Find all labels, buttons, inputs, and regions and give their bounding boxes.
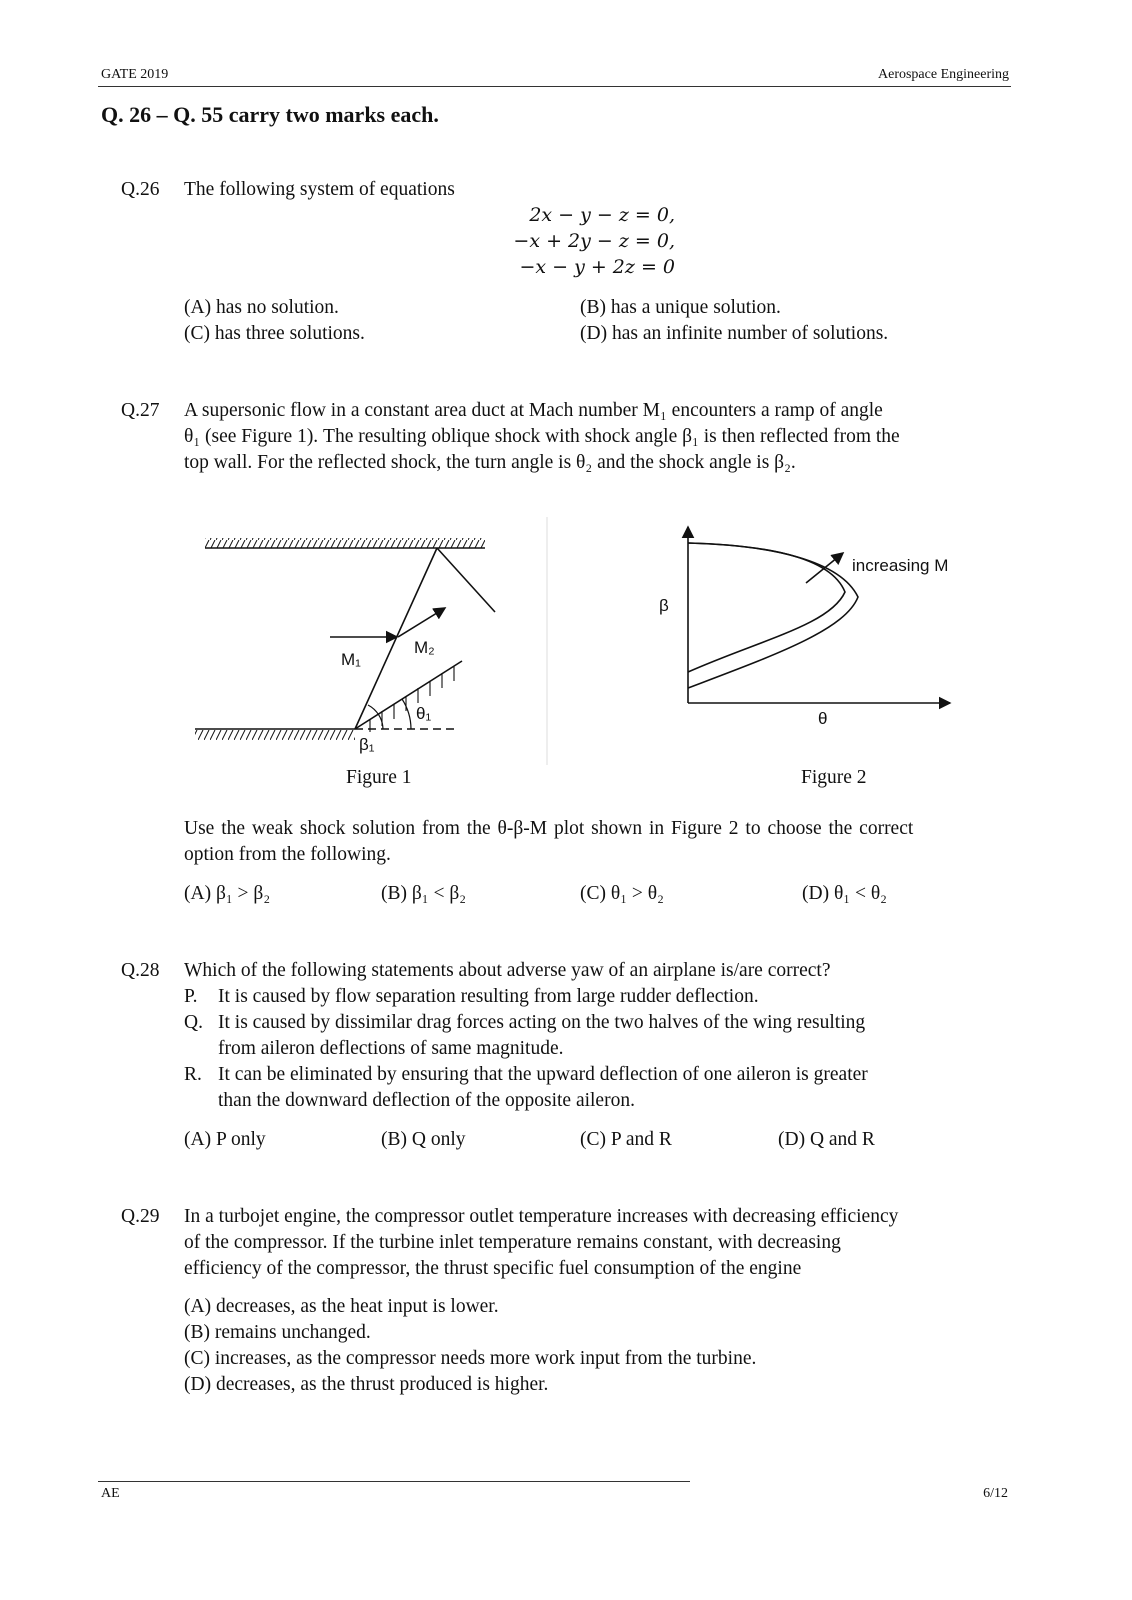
q27-after-line2: option from the following. <box>184 844 391 865</box>
q26-number: Q.26 <box>121 179 160 200</box>
q28-statement-r-line2: than the downward deflection of the opposite aileron. <box>218 1090 635 1111</box>
footer-left: AE <box>101 1486 120 1501</box>
q26-option-c: (C) has three solutions. <box>184 323 365 344</box>
q28-statement-q-line2: from aileron deflections of same magnitude. <box>218 1038 564 1059</box>
figure-2-caption: Figure 2 <box>801 767 867 788</box>
page-number: 6/12 <box>983 1486 1008 1501</box>
q26-eq3: −x − y + 2z = 0 <box>519 256 675 278</box>
q28-option-a: (A) P only <box>184 1129 266 1150</box>
q28-option-c: (C) P and R <box>580 1129 672 1150</box>
q27-after-line1: Use the weak shock solution from the θ-β-M plot shown in Figure 2 to choose the correct <box>184 818 914 839</box>
q29-number: Q.29 <box>121 1206 160 1227</box>
q27-number: Q.27 <box>121 400 160 421</box>
q27-option-d: (D) θ₁ < θ₂ <box>802 883 887 904</box>
q27-option-b: (B) β₁ < β₂ <box>381 883 467 904</box>
curve-low-m <box>688 543 845 672</box>
figure-2-plot <box>688 527 950 703</box>
q26-option-d: (D) has an infinite number of solutions. <box>580 323 889 344</box>
curve-high-m <box>688 543 858 688</box>
fig1-m2-label: M₂ <box>414 638 435 657</box>
header-left: GATE 2019 <box>101 67 169 82</box>
q27-line1: A supersonic flow in a constant area duct at Mach number M₁ encounters a ramp of angle <box>184 400 883 421</box>
m2-flow-arrow <box>398 608 445 637</box>
q26-option-b: (B) has a unique solution. <box>580 297 781 318</box>
q29-option-c: (C) increases, as the compressor needs more work input from the turbine. <box>184 1348 757 1369</box>
q28-option-d: (D) Q and R <box>778 1129 875 1150</box>
q26-eq1: 2x − y − z = 0, <box>529 204 675 226</box>
q29-line3: efficiency of the compressor, the thrust specific fuel consumption of the engine <box>184 1258 802 1279</box>
fig1-m1-label: M₁ <box>341 650 361 669</box>
q29-option-d: (D) decreases, as the thrust produced is higher. <box>184 1374 549 1395</box>
q26-option-a: (A) has no solution. <box>184 297 339 318</box>
q26-eq2: −x + 2y − z = 0, <box>513 230 675 252</box>
q28-statement-q-key: Q. <box>184 1012 203 1033</box>
q29-option-b: (B) remains unchanged. <box>184 1322 371 1343</box>
q27-line3: top wall. For the reflected shock, the turn angle is θ₂ and the shock angle is β₂. <box>184 452 796 473</box>
q28-option-b: (B) Q only <box>381 1129 466 1150</box>
section-title: Q. 26 – Q. 55 carry two marks each. <box>101 102 439 127</box>
q28-statement-r-line1: It can be eliminated by ensuring that the upward deflection of one aileron is greater <box>218 1064 868 1085</box>
footer-rule <box>98 1481 690 1482</box>
fig1-theta1-label: θ₁ <box>416 704 432 723</box>
q27-option-c: (C) θ₁ > θ₂ <box>580 883 664 904</box>
fig1-beta1-label: β₁ <box>359 735 375 754</box>
increasing-m-arrow <box>806 553 843 583</box>
fig2-beta-label: β <box>659 596 669 615</box>
q26-text: The following system of equations <box>184 179 455 200</box>
header-right: Aerospace Engineering <box>878 67 1009 82</box>
q28-statement-q-line1: It is caused by dissimilar drag forces acting on the two halves of the wing resulting <box>218 1012 866 1033</box>
q28-text: Which of the following statements about adverse yaw of an airplane is/are correct? <box>184 960 831 981</box>
fig2-increasing-m-label: increasing M <box>852 556 949 575</box>
q29-line1: In a turbojet engine, the compressor outlet temperature increases with decreasing efficiency <box>184 1206 899 1227</box>
q28-statement-r-key: R. <box>184 1064 202 1085</box>
q28-number: Q.28 <box>121 960 160 981</box>
q29-line2: of the compressor. If the turbine inlet temperature remains constant, with decreasing <box>184 1232 841 1253</box>
q29-option-a: (A) decreases, as the heat input is lower. <box>184 1296 499 1317</box>
figure-1-diagram <box>195 538 495 740</box>
q27-option-a: (A) β₁ > β₂ <box>184 883 271 904</box>
q28-statement-p-key: P. <box>184 986 198 1007</box>
reflected-shock-line <box>437 548 495 612</box>
q28-statement-p: It is caused by flow separation resulting from large rudder deflection. <box>218 986 759 1007</box>
figure-1-caption: Figure 1 <box>346 767 412 788</box>
fig2-theta-label: θ <box>818 709 828 728</box>
q27-line2: θ₁ (see Figure 1). The resulting oblique shock with shock angle β₁ is then reflected from the <box>184 426 900 447</box>
